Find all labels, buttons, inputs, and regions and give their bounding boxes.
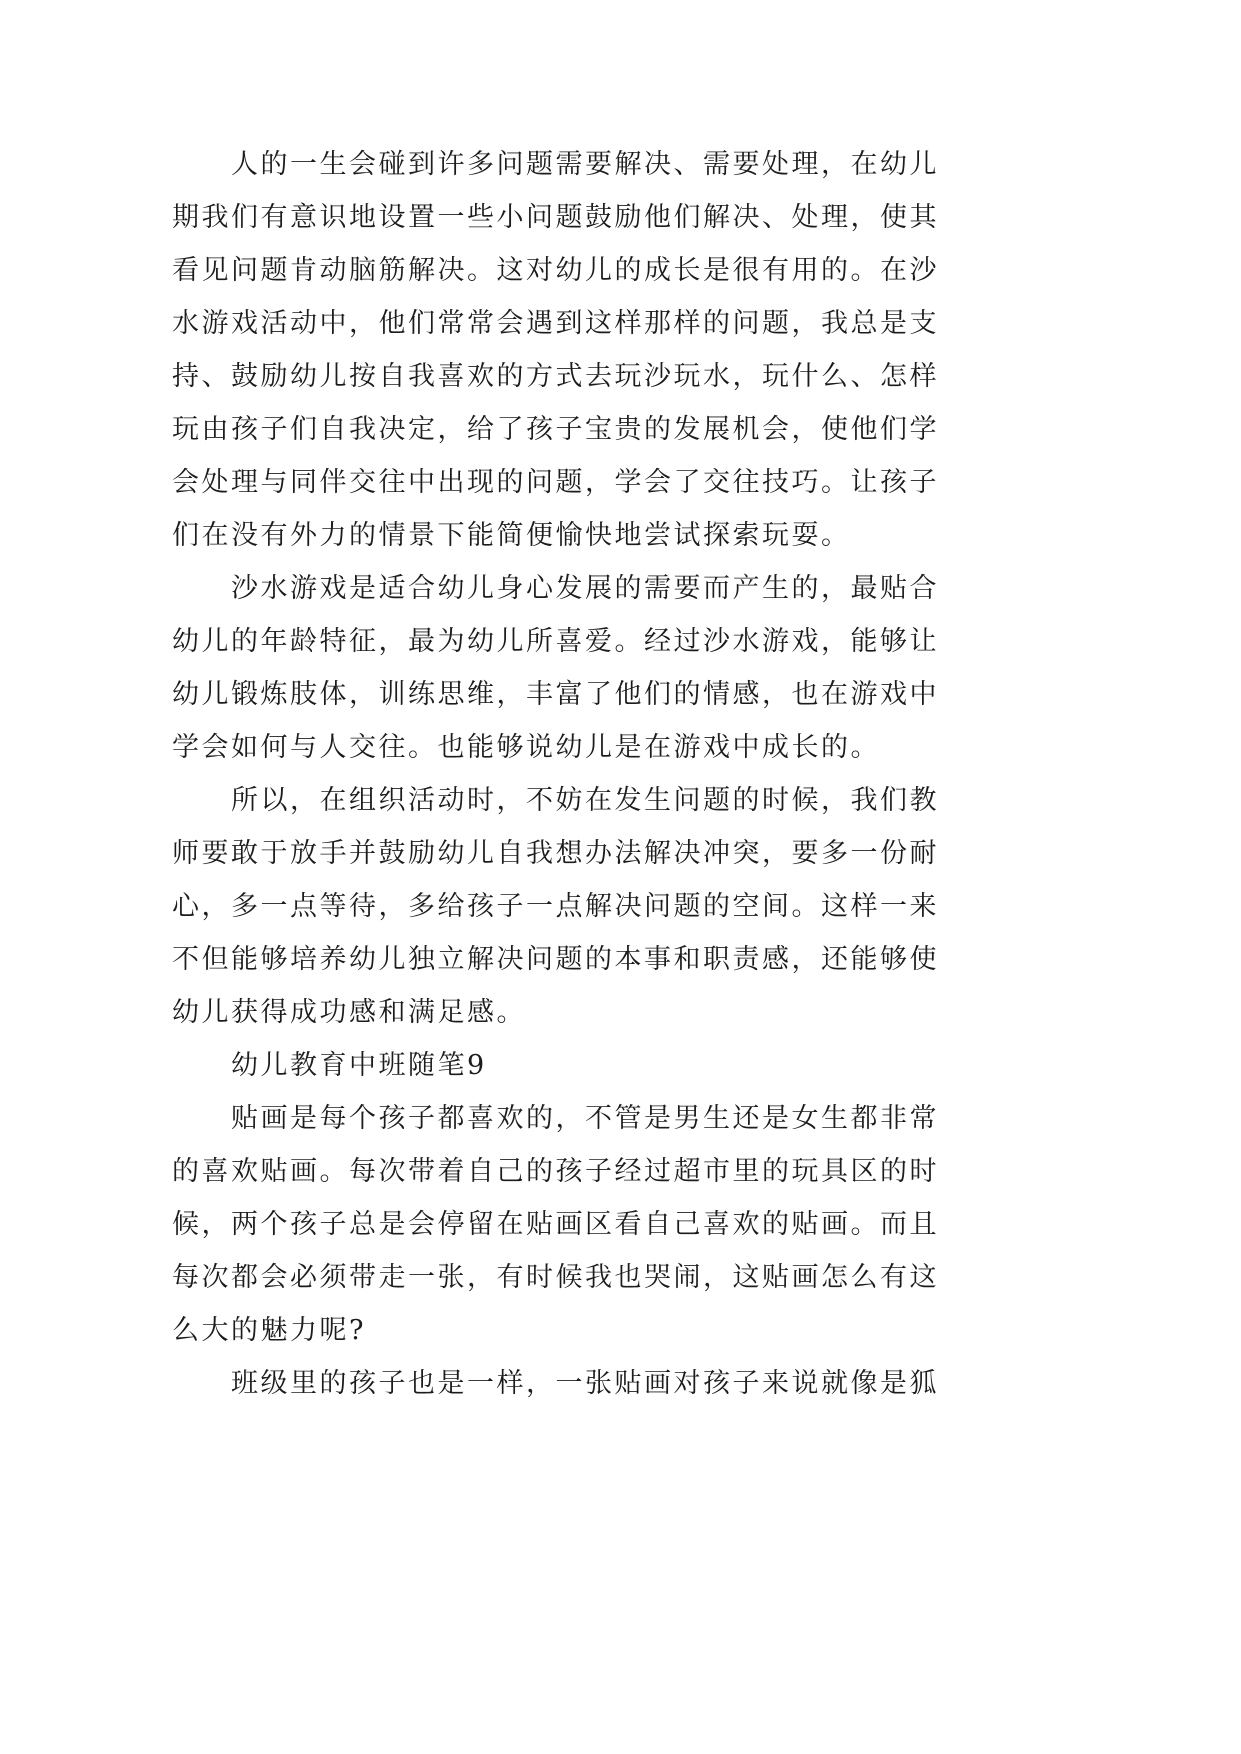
paragraph-line: 每次都会必须带走一张，有时候我也哭闹，这贴画怎么有这	[172, 1262, 939, 1293]
paragraph-line: 贴画是每个孩子都喜欢的，不管是男生还是女生都非常	[231, 1103, 939, 1134]
paragraph-line: 不但能够培养幼儿独立解决问题的本事和职责感，还能够使	[172, 944, 939, 975]
paragraph-line: 所以，在组织活动时，不妨在发生问题的时候，我们教	[231, 785, 939, 816]
paragraph	[172, 774, 992, 1039]
paragraph-line: 师要敢于放手并鼓励幼儿自我想办法解决冲突，要多一份耐	[172, 838, 939, 869]
paragraph-line: 幼儿锻炼肢体，训练思维，丰富了他们的情感，也在游戏中	[172, 679, 939, 710]
paragraph-line: 么大的魅力呢?	[172, 1315, 366, 1346]
paragraph-line: 水游戏活动中，他们常常会遇到这样那样的问题，我总是支	[172, 308, 939, 339]
paragraph-line: 看见问题肯动脑筋解决。这对幼儿的成长是很有用的。在沙	[172, 255, 939, 286]
paragraph-line: 的喜欢贴画。每次带着自己的孩子经过超市里的玩具区的时	[172, 1156, 939, 1187]
paragraph	[172, 1092, 992, 1357]
paragraph-line: 持、鼓励幼儿按自我喜欢的方式去玩沙玩水，玩什么、怎样	[172, 361, 939, 392]
paragraph	[172, 562, 992, 774]
paragraph-line: 沙水游戏是适合幼儿身心发展的需要而产生的，最贴合	[231, 573, 939, 604]
section-title: 幼儿教育中班随笔9	[231, 1050, 487, 1081]
paragraph-line: 玩由孩子们自我决定，给了孩子宝贵的发展机会，使他们学	[172, 414, 939, 445]
paragraph-line: 班级里的孩子也是一样，一张贴画对孩子来说就像是狐	[231, 1368, 939, 1399]
paragraph-line: 幼儿获得成功感和满足感。	[172, 997, 526, 1028]
paragraph-line: 心，多一点等待，多给孩子一点解决问题的空间。这样一来	[172, 891, 939, 922]
document-body	[172, 138, 992, 1410]
paragraph-line: 候，两个孩子总是会停留在贴画区看自己喜欢的贴画。而且	[172, 1209, 939, 1240]
paragraph-line: 们在没有外力的情景下能简便愉快地尝试探索玩耍。	[172, 520, 851, 551]
paragraph-line: 学会如何与人交往。也能够说幼儿是在游戏中成长的。	[172, 732, 880, 763]
paragraph	[172, 1357, 992, 1410]
paragraph-line: 幼儿的年龄特征，最为幼儿所喜爱。经过沙水游戏，能够让	[172, 626, 939, 657]
paragraph	[172, 138, 992, 562]
paragraph-line: 期我们有意识地设置一些小问题鼓励他们解决、处理，使其	[172, 202, 939, 233]
paragraph-line: 会处理与同伴交往中出现的问题，学会了交往技巧。让孩子	[172, 467, 939, 498]
paragraph-line: 人的一生会碰到许多问题需要解决、需要处理，在幼儿	[231, 149, 939, 180]
